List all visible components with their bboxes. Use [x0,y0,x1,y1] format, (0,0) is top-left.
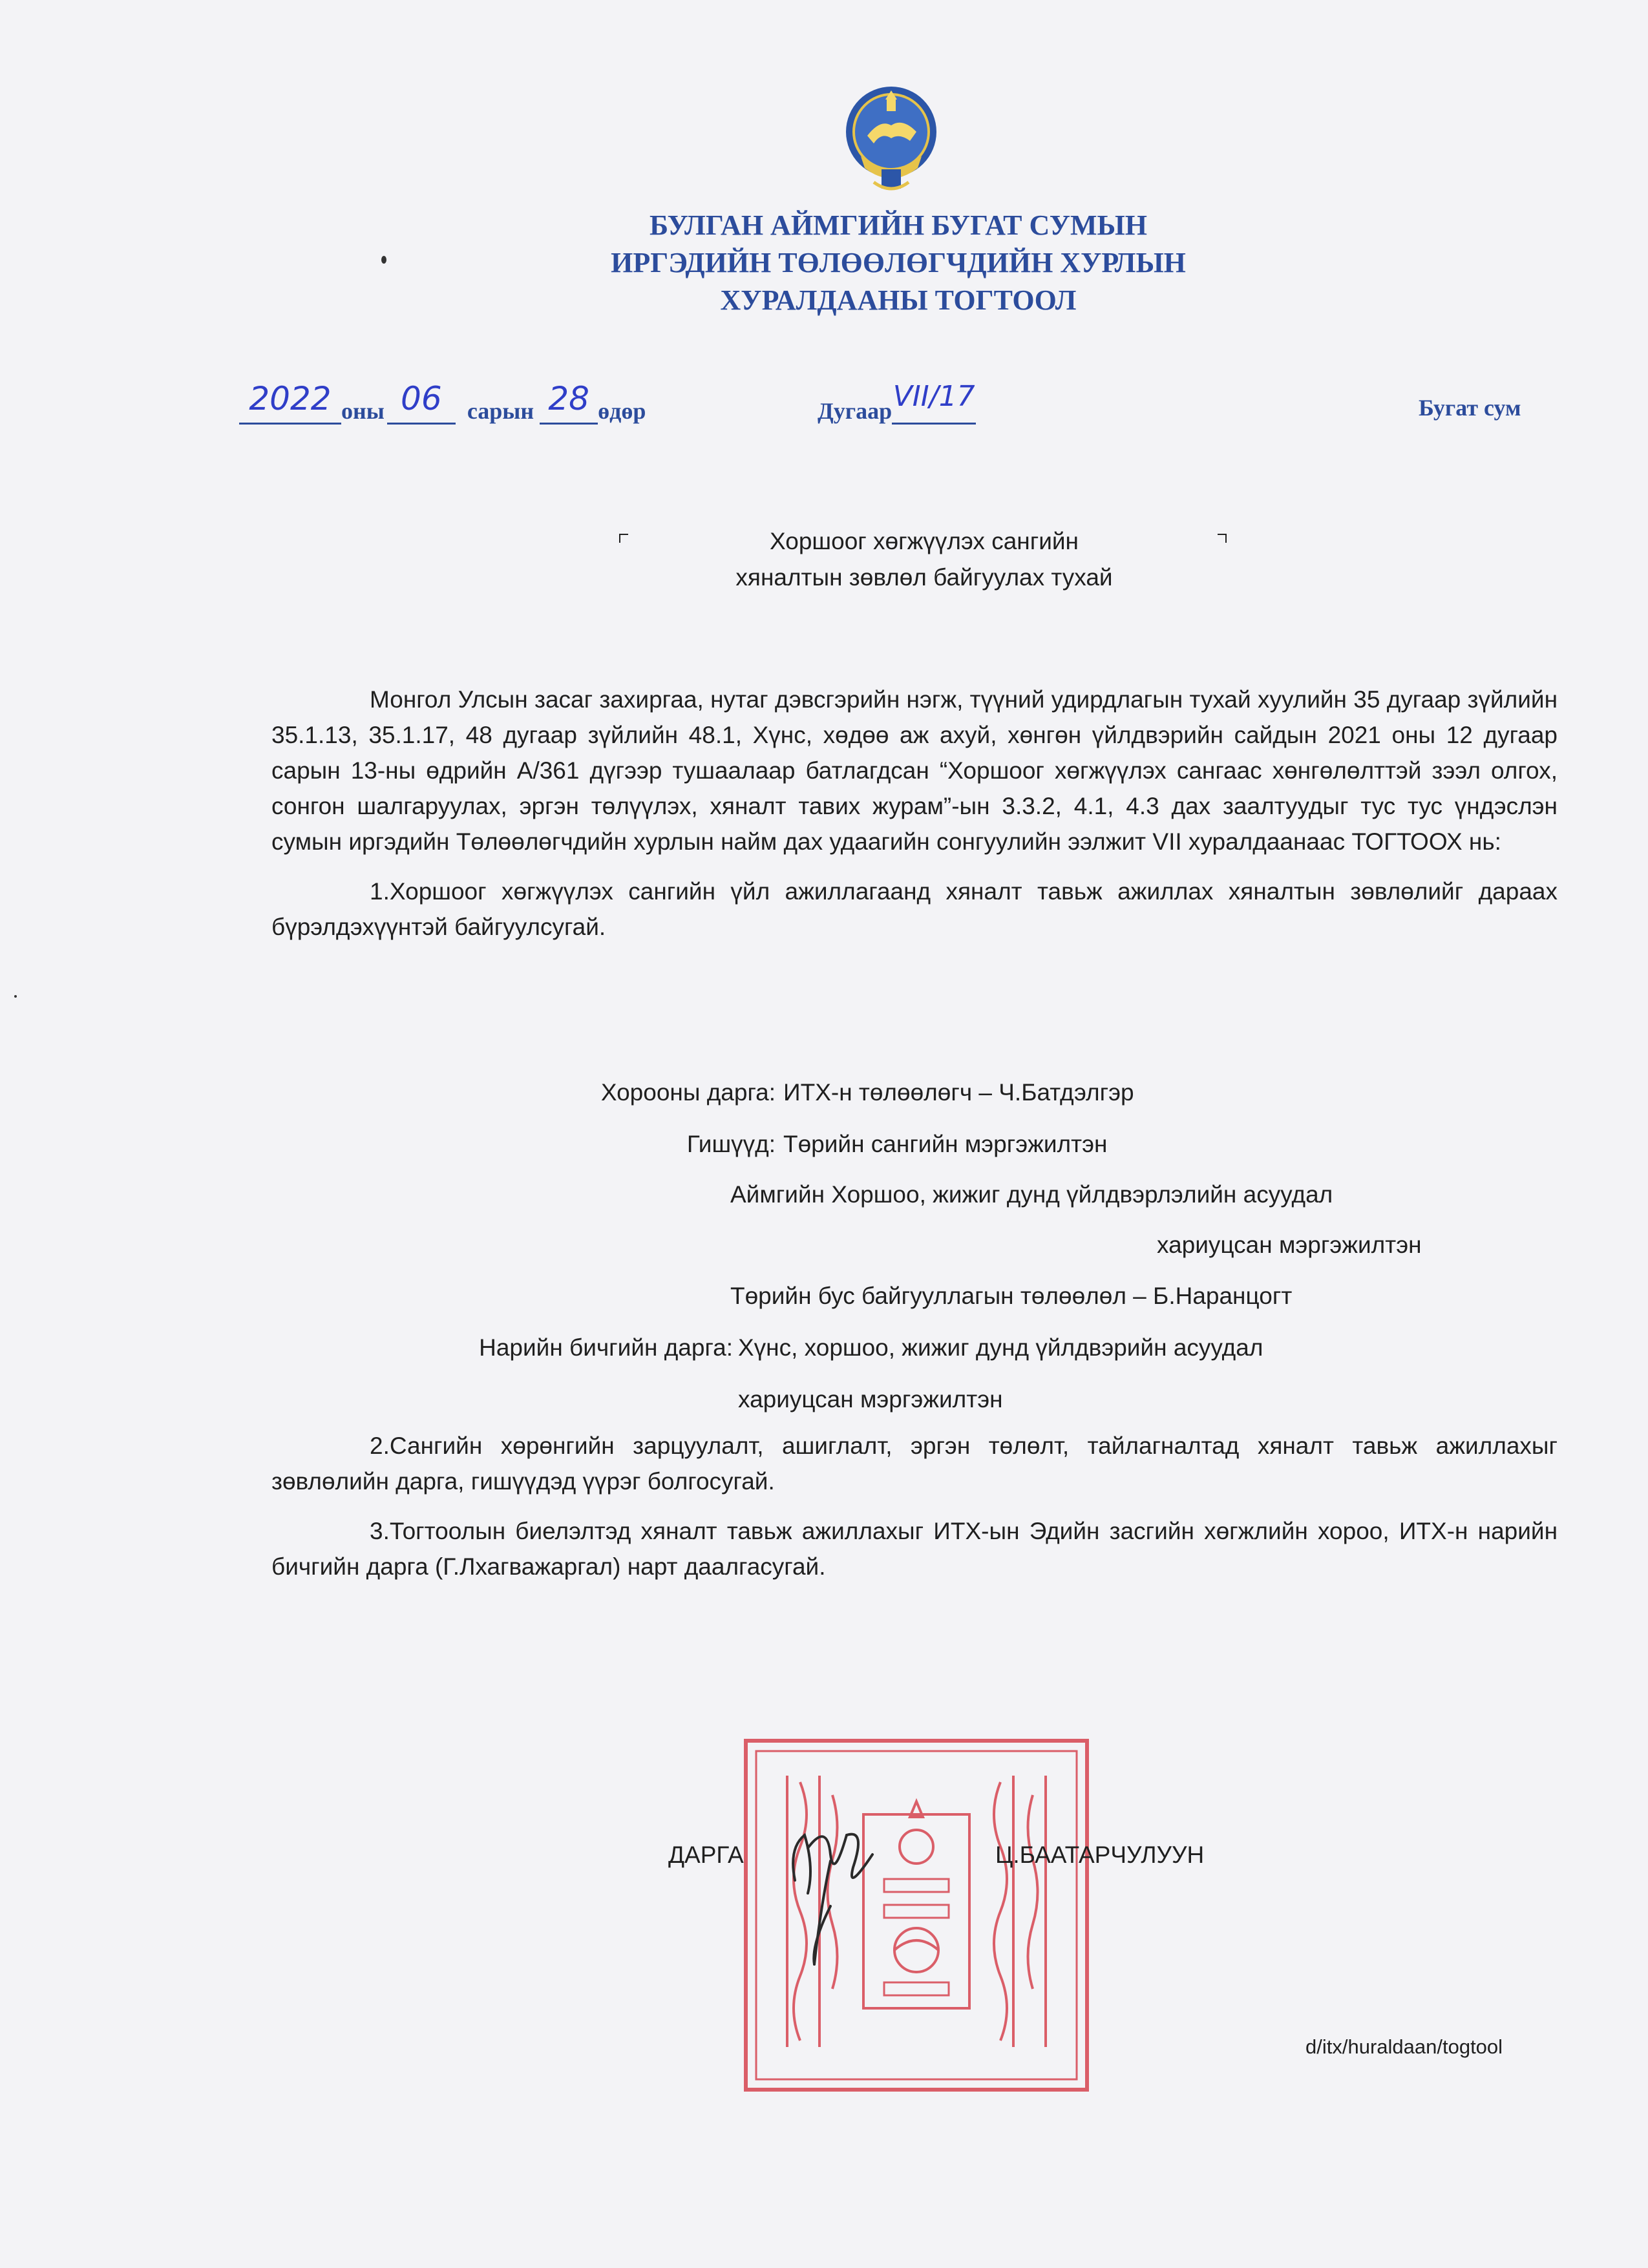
header-line-3: ХУРАЛДААНЫ ТОГТООЛ [720,284,1077,316]
chair-label: Хорооны дарга: [600,1079,776,1106]
resolution-body [271,682,1558,959]
member-1: Төрийн сангийн мэргэжилтэн [783,1131,1108,1157]
member-2-line-2: хариуцсан мэргэжилтэн [1157,1232,1422,1258]
resolution-title [582,523,1267,596]
document-header [0,207,1648,319]
resolution-items [271,1428,1558,1599]
day-suffix: өдөр [598,398,646,424]
scan-speck [381,256,386,264]
scan-speck [14,995,17,998]
number-blank [892,380,976,425]
header-line-1: БУЛГАН АЙМГИЙН БУГАТ СУМЫН [650,209,1147,241]
number-handwritten: VII/17 [893,380,975,413]
month-blank [387,380,456,425]
title-line-1: Хоршоог хөгжүүлэх сангийн [770,528,1079,554]
chair-value: ИТХ-н төлөөлөгч – Ч.Батдэлгэр [783,1079,1134,1106]
item-3-paragraph: 3.Тогтоолын биелэлтэд хяналт тавьж ажиллахыг ИТХ-ын Эдийн засгийн хөгжлийн хороо, ИТХ-н нарийн бичгийн дарга (Г.Лхагважаргал) нарт даалгасугай. [271,1518,1558,1580]
title-line-2: хяналтын зөвлөл байгуулах тухай [735,564,1113,591]
month-handwritten: 06 [401,380,442,417]
member-3: Төрийн бус байгууллагын төлөөлөл – Б.Наранцогт [730,1283,1293,1309]
month-suffix: сарын [467,398,534,424]
location: Бугат сум [1419,395,1521,421]
preamble-paragraph: Монгол Улсын засаг захиргаа, нутаг дэвсгэрийн нэгж, түүний удирдлагын тухай хуулийн 35 дугаар зүйлийн 35.1.13, 35.1.17, 48 дугаар зүйлийн 48.1, Хүнс, хөдөө аж ахуй, хөнгөн үйлдвэрийн сайдын 2021 оны 12 дугаар сарын 13-ны өдрийн А/361 дүгээр тушаалаар батлагдсан “Хоршоог хөгжүүлэх сангаас хөнгөлөлттэй зээл олгох, сонгон шалгаруулах, эргэн төлүүлэх, хяналт тавих журам”-ын 3.3.2, 4.1, 4.3 дах заалтуудыг тус тус үндэслэн сумын иргэдийн Төлөөлөгчдийн хурлын найм дах удаагийн сонгуулийн ээлжит VII хуралдаанаас ТОГТООХ нь: [271,686,1558,855]
secretary-line-2: хариуцсан мэргэжилтэн [738,1386,1003,1412]
year-handwritten: 2022 [249,380,332,417]
member-2-line-1: Аймгийн Хоршоо, жижиг дунд үйлдвэрлэлийн асуудал [730,1181,1333,1208]
signatory-title: ДАРГА [668,1842,744,1868]
document-reference: d/itx/huraldaan/togtool [1305,2035,1503,2058]
year-blank [239,380,341,425]
header-line-2: ИРГЭДИЙН ТӨЛӨӨЛӨГЧДИЙН ХУРЛЫН [611,247,1186,278]
day-handwritten: 28 [548,380,589,417]
day-blank [540,380,598,425]
secretary-line-1: Хүнс, хоршоо, жижиг дунд үйлдвэрийн асуудал [738,1334,1263,1361]
date-field [239,380,646,425]
secretary-label: Нарийн бичгийн дарга: [479,1334,733,1361]
members-label: Гишүүд: [686,1131,776,1157]
state-emblem-icon [841,85,941,195]
item-1-paragraph: 1.Хоршоог хөгжүүлэх сангийн үйл ажиллагаанд хяналт тавьж ажиллах хяналтын зөвлөлийг дараах бүрэлдэхүүнтэй байгуулсугай. [271,878,1558,940]
item-2-paragraph: 2.Сангийн хөрөнгийн зарцуулалт, ашиглалт, эргэн төлөлт, тайлагналтад хяналт тавьж ажиллахыг зөвлөлийн дарга, гишүүдэд үүрэг болгосугай. [271,1433,1558,1495]
number-label: Дугаар [818,398,893,424]
year-suffix: оны [341,398,385,424]
signatory-name: Ц.БААТАРЧУЛУУН [995,1842,1205,1868]
handwritten-signature [769,1809,911,1977]
number-field [818,380,976,425]
